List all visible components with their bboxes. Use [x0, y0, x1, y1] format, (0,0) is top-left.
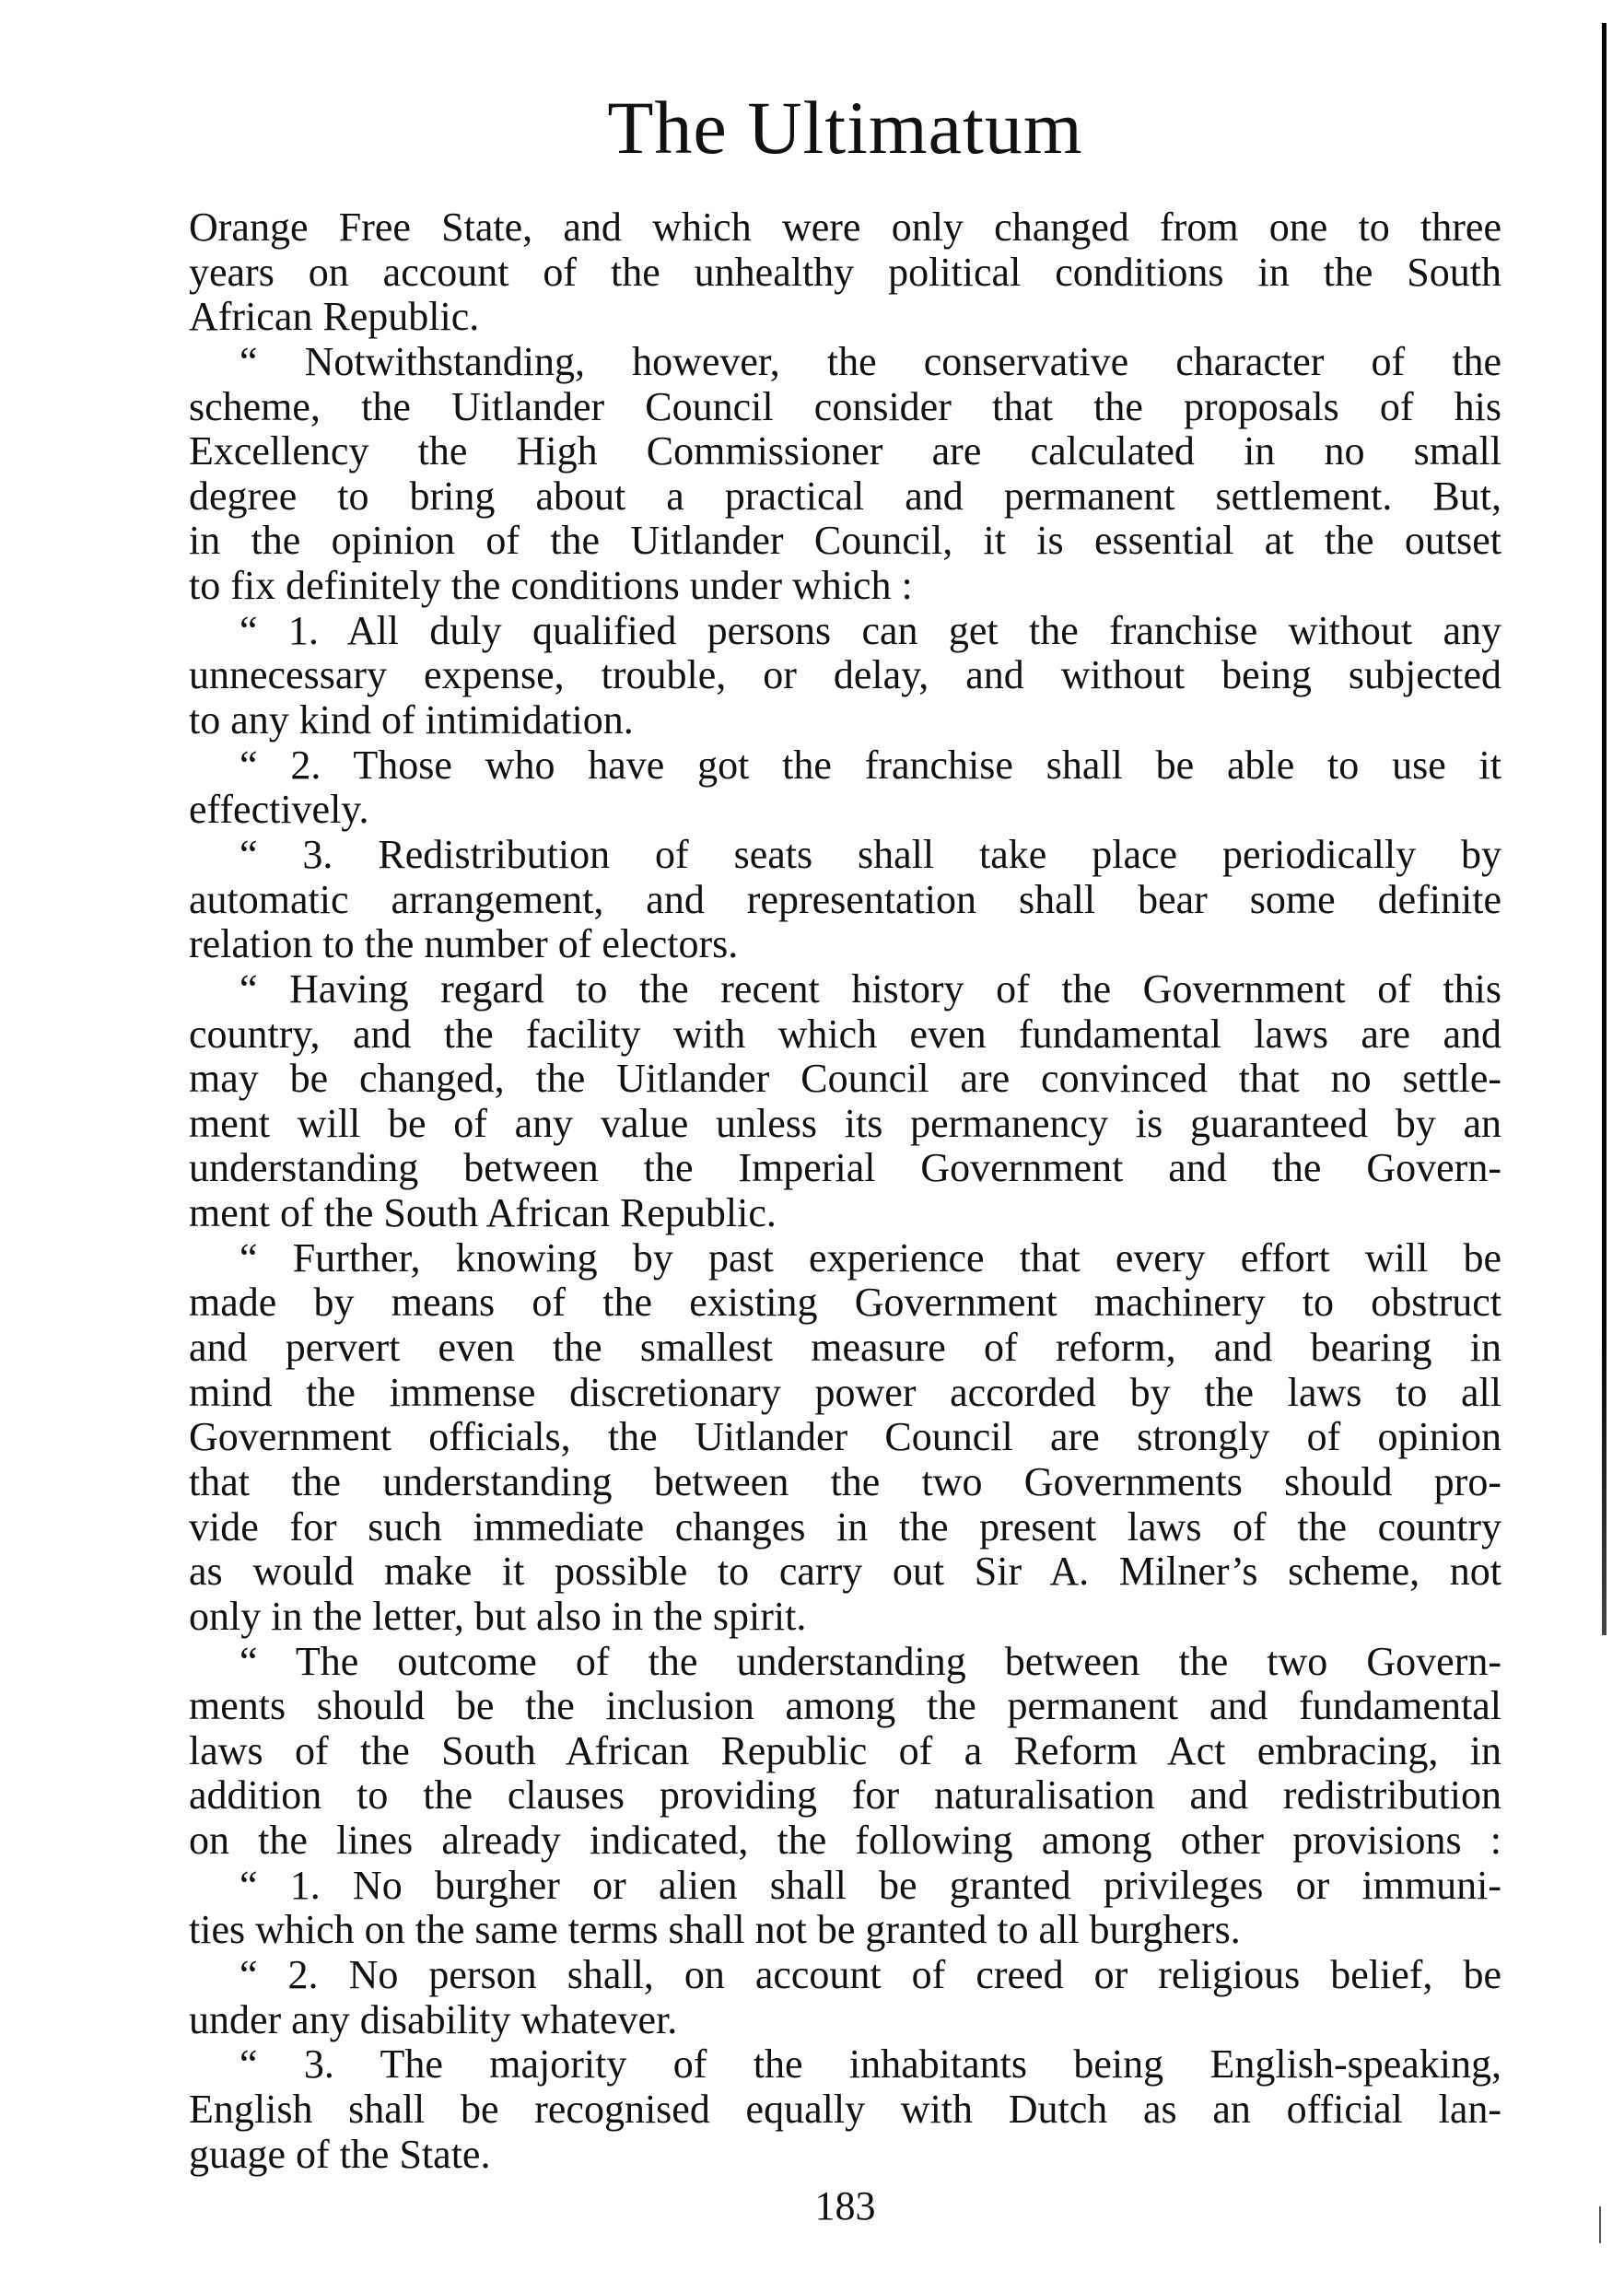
text-line: “ The outcome of the understanding between the two Govern-: [240, 1638, 1501, 1684]
text-line: ment of the South African Republic.: [189, 1190, 777, 1236]
text-line: relation to the number of electors.: [189, 921, 739, 967]
text-line: English shall be recognised equally with Dutch as an official lan-: [189, 2086, 1501, 2132]
text-line: unnecessary expense, trouble, or delay, and without being subjected: [189, 652, 1501, 698]
text-line: ments should be the inclusion among the permanent and fundamental: [189, 1683, 1501, 1729]
text-line: on the lines already indicated, the following among other provisions :: [189, 1818, 1501, 1864]
text-line: “ 2. No person shall, on account of creed or religious belief, be: [240, 1951, 1501, 1997]
text-line: mind the immense discretionary power accorded by the laws to all: [189, 1369, 1501, 1415]
text-line: years on account of the unhealthy political conditions in the South: [189, 249, 1501, 295]
text-line: scheme, the Uitlander Council consider that the proposals of his: [189, 383, 1501, 429]
text-line: in the opinion of the Uitlander Council, it is essential at the outset: [189, 518, 1501, 564]
text-line: “ 3. Redistribution of seats shall take place periodically by: [240, 831, 1501, 877]
text-line: Excellency the High Commissioner are calculated in no small: [189, 428, 1501, 474]
text-line: “ 1. No burgher or alien shall be granted privileges or immuni-: [240, 1862, 1501, 1908]
text-line: addition to the clauses providing for naturalisation and redistribution: [189, 1772, 1501, 1819]
page-edge-line: [1602, 23, 1606, 1635]
text-line: “ 3. The majority of the inhabitants being English-speaking,: [240, 2041, 1501, 2088]
text-line: African Republic.: [189, 294, 480, 340]
text-line: made by means of the existing Government machinery to obstruct: [189, 1280, 1501, 1326]
text-line: degree to bring about a practical and permanent settlement. But,: [189, 473, 1501, 519]
text-line: Orange Free State, and which were only changed from one to three: [189, 205, 1501, 250]
text-line: to any kind of intimidation.: [189, 697, 634, 743]
page-number: 183: [814, 2183, 876, 2228]
text-line: guage of the State.: [189, 2131, 491, 2177]
text-line: Government officials, the Uitlander Council are strongly of opinion: [189, 1414, 1501, 1460]
text-line: country, and the facility with which even fundamental laws are and: [189, 1011, 1501, 1057]
text-line: “ 2. Those who have got the franchise shall be able to use it: [240, 742, 1501, 788]
text-line: to fix definitely the conditions under which :: [189, 563, 913, 609]
text-line: understanding between the Imperial Government and the Govern-: [189, 1145, 1501, 1191]
page-edge-fragment: [1599, 2206, 1601, 2243]
body-text: [189, 205, 1501, 2177]
text-line: under any disability whatever.: [189, 1996, 678, 2042]
text-line: “ Having regard to the recent history of the Government of this: [240, 965, 1501, 1012]
text-line: as would make it possible to carry out Sir A. Milner’s scheme, not: [189, 1549, 1501, 1595]
text-line: effectively.: [189, 787, 369, 833]
page-title: The Ultimatum: [607, 86, 1083, 170]
text-line: “ Notwithstanding, however, the conservative character of the: [240, 338, 1501, 384]
text-line: “ 1. All duly qualified persons can get the franchise without any: [240, 607, 1501, 653]
text-line: ties which on the same terms shall not be granted to all burghers.: [189, 1907, 1241, 1953]
text-line: may be changed, the Uitlander Council are convinced that no settle-: [189, 1056, 1501, 1102]
text-line: “ Further, knowing by past experience that every effort will be: [240, 1234, 1501, 1281]
text-line: ment will be of any value unless its permanency is guaranteed by an: [189, 1100, 1501, 1146]
text-line: only in the letter, but also in the spirit.: [189, 1593, 807, 1639]
text-line: vide for such immediate changes in the present laws of the country: [189, 1503, 1501, 1550]
text-line: that the understanding between the two Governments should pro-: [189, 1458, 1501, 1504]
text-line: laws of the South African Republic of a Reform Act embracing, in: [189, 1727, 1501, 1773]
text-line: automatic arrangement, and representation shall bear some definite: [189, 876, 1501, 922]
text-line: and pervert even the smallest measure of reform, and bearing in: [189, 1325, 1501, 1371]
